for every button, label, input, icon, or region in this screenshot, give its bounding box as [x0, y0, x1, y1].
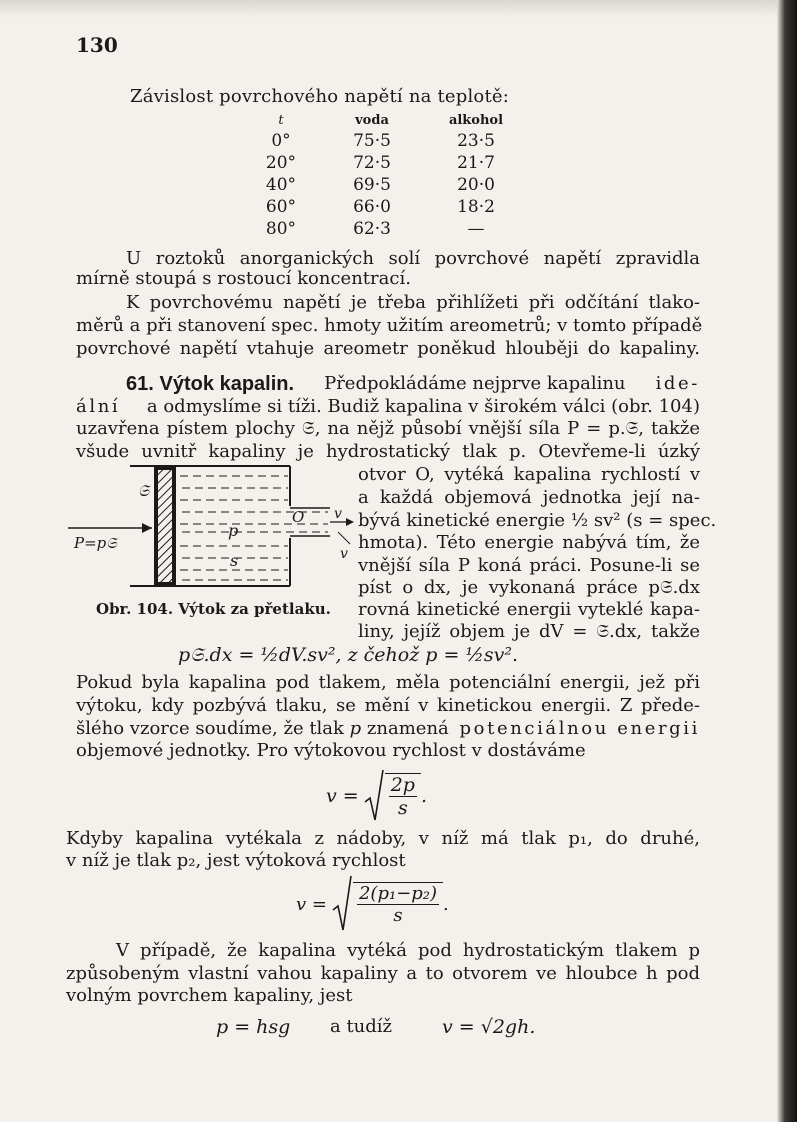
wrap-line: hmota). Této energie nabývá tím, že [358, 532, 700, 553]
spaced-word: ální [76, 396, 121, 417]
wrap-line: rovná kinetické energii vyteklé kapa- [358, 599, 700, 620]
cell: 66·0 [353, 197, 391, 217]
cell: 62·3 [353, 219, 391, 239]
scan-shadow [0, 0, 797, 18]
paragraph-line: povrchové napětí vtahuje areometr poněkud hlouběji do kapaliny. [76, 338, 700, 359]
paragraph-line: šlého vzorce soudíme, že tlak p znamená potenciálnou energii [76, 718, 700, 739]
section-title: Výtok kapalin. [159, 373, 295, 395]
paragraph-line: V případě, že kapalina vytéká pod hydrostatickým tlakem p [116, 940, 700, 961]
eq2-lhs: v = [326, 785, 359, 807]
paragraph-line: Kdyby kapalina vytékala z nádoby, v níž má tlak p₁, do druhé, [66, 828, 700, 849]
piston-hatch [158, 470, 172, 582]
eq3-numerator: 2(p₁−p₂) [358, 883, 438, 904]
cell: 20·0 [457, 175, 495, 195]
cell: 69·5 [353, 175, 391, 195]
eq2-numerator: 2p [390, 774, 415, 796]
equation-4-connector: a tudíž [330, 1016, 393, 1037]
label-force: P=p𝔖 [74, 534, 117, 552]
eq2-denominator: s [397, 797, 408, 819]
wrap-line: a každá objemová jednotka její na- [358, 487, 700, 508]
equation-4b: v = √2gh. [442, 1016, 536, 1038]
table-header-row [250, 112, 520, 130]
wrap-line: liny, jejíž objem je dV = 𝔖.dx, takže [358, 621, 700, 642]
section-number: 61. [126, 373, 154, 395]
table-title: Závislost povrchového napětí na teplotě: [130, 86, 510, 107]
wrap-line: otvor O, vytéká kapalina rychlostí v [358, 464, 700, 485]
paragraph-line: výtoku, kdy pozbývá tlaku, se mění v kinetickou energii. Z přede- [76, 695, 700, 716]
table-row [250, 196, 520, 218]
paragraph-line: K povrchovému napětí je třeba přihlížeti při odčítání tlako- [126, 292, 700, 313]
section-text: Předpokládáme nejprve kapalinu [324, 373, 626, 394]
label-velocity: v [334, 506, 342, 522]
paragraph-line: U roztoků anorganických solí povrchové napětí zpravidla [126, 248, 700, 269]
paragraph-line: Pokud byla kapalina pod tlakem, měla potenciální energii, jež při [76, 672, 700, 693]
equation-1: p𝔖.dx = ½dV.sv², z čehož p = ½sv². [178, 644, 518, 666]
section-first-line [126, 373, 700, 396]
sqrt-sign [363, 768, 385, 824]
cell: 0° [271, 131, 291, 151]
cell: 60° [265, 197, 297, 217]
label-density: s [230, 551, 239, 570]
label-orifice: O [292, 508, 305, 526]
cell: 40° [265, 175, 297, 195]
figure-104-outflow [68, 462, 358, 612]
section-text: a odmyslíme si tíži. Budiž kapalina v širokém válci (obr. 104) [146, 396, 700, 417]
paragraph-line: způsobeným vlastní vahou kapaliny a to otvorem ve hloubce h pod [66, 963, 700, 984]
cell: — [467, 219, 485, 239]
velocity-arrowhead [346, 518, 354, 526]
spaced-word: potenciálnou energii [459, 718, 700, 739]
eq3-denominator: s [393, 905, 403, 926]
paragraph-line: v níž je tlak p₂, jest výtoková rychlost [66, 850, 406, 871]
table-row [250, 174, 520, 196]
equation-2: v = $\frac{2p}{s}$ . [326, 768, 427, 824]
velocity-arrow [338, 532, 350, 544]
table-row [250, 130, 520, 152]
paragraph-line: objemové jednotky. Pro výtokovou rychlost v dostáváme [76, 740, 586, 761]
section-line: uzavřena pístem plochy 𝔖, na nějž působí vnější síla P = p.𝔖, takže [76, 418, 700, 439]
paragraph-line: volným povrchem kapaliny, jest [66, 985, 353, 1006]
sqrt-sign [331, 874, 353, 934]
section-line: všude uvnitř kapaliny je hydrostatický tlak p. Otevřeme-li úzký [76, 441, 700, 462]
equation-3: v = $\frac{\text{2(p₁−p₂)}}{s}$ . [296, 874, 449, 934]
page-binding-edge [777, 0, 797, 1122]
figure-caption: Obr. 104. Výtok za přetlaku. [96, 600, 331, 618]
cell: 21·7 [457, 153, 495, 173]
paragraph-line: mírně stoupá s rostoucí koncentrací. [76, 268, 411, 289]
cell: 20° [265, 153, 297, 173]
wrap-line: bývá kinetické energie ½ sv² (s = spec. [358, 510, 717, 531]
cell: 72·5 [353, 153, 391, 173]
eq3-lhs: v = [296, 893, 327, 915]
wrap-line: vnější síla P koná práci. Posune-li se [358, 555, 700, 576]
page-number: 130 [76, 33, 118, 57]
cell: 75·5 [353, 131, 391, 151]
cell: 18·2 [457, 197, 495, 217]
surface-tension-table [250, 112, 520, 240]
label-pressure: p [228, 521, 239, 540]
equation-4a: p = hsg [216, 1016, 291, 1038]
header-alkohol: alkohol [448, 113, 504, 128]
liquid-dashes [180, 476, 328, 580]
table-row [250, 218, 520, 240]
label-velocity-lower: v [340, 546, 348, 562]
force-arrowhead [142, 523, 152, 533]
cell: 80° [265, 219, 297, 239]
cell: 23·5 [457, 131, 495, 151]
spaced-word: ide- [655, 373, 700, 394]
label-piston: 𝔖 [138, 481, 150, 500]
section-line [76, 396, 700, 418]
header-voda: voda [355, 113, 389, 128]
paragraph-line: měrů a při stanovení spec. hmoty užitím areometrů; v tomto případě [76, 315, 703, 336]
table-row [250, 152, 520, 174]
wrap-line: píst o dx, je vykonaná práce p𝔖.dx [358, 577, 700, 598]
header-t: t [278, 113, 284, 128]
